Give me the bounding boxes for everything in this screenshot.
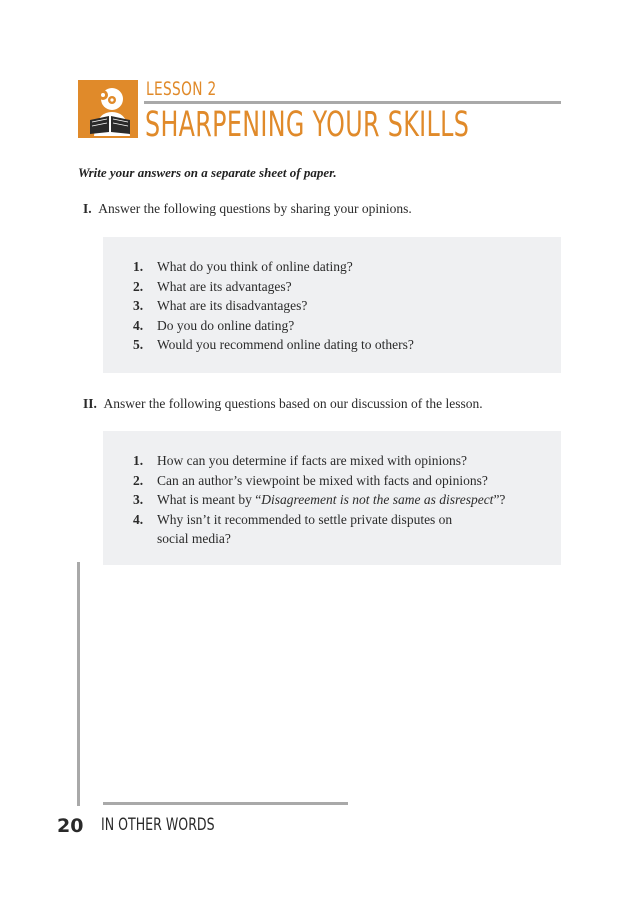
list-item: 4. Do you do online dating? — [133, 317, 295, 333]
instructions: Write your answers on a separate sheet of paper. — [78, 165, 337, 180]
list-item: 3. What is meant by “Disagreement is not the same as disrespect”? — [133, 492, 506, 508]
section-2-text: Answer the following questions based on our discussion of the lesson. — [103, 396, 483, 411]
footer-rule — [103, 802, 348, 805]
list-item: 2. What are its advantages? — [133, 278, 292, 294]
section-1-heading — [83, 201, 412, 217]
list-item: 1. How can you determine if facts are mixed with opinions? — [133, 453, 468, 468]
section-1-numeral: I. — [83, 201, 92, 216]
question-box-2 — [103, 431, 561, 565]
page-number: 20 — [57, 815, 84, 837]
question-box-1 — [103, 237, 561, 373]
margin-rule — [77, 562, 80, 806]
lesson-label: LESSON 2 — [146, 78, 217, 100]
section-2-numeral: II. — [83, 396, 97, 411]
page-title: SHARPENING YOUR SKILLS — [145, 105, 470, 145]
list-item: 3. What are its disadvantages? — [133, 298, 308, 314]
reader-with-gears-icon — [78, 80, 138, 138]
section-1-text: Answer the following questions by sharing your opinions. — [98, 201, 412, 216]
question-list-2 — [133, 451, 543, 549]
book-title: IN OTHER WORDS — [101, 815, 215, 835]
list-item: 5. Would you recommend online dating to others? — [133, 337, 414, 353]
section-2-heading — [83, 396, 483, 412]
question-list-1 — [133, 257, 551, 355]
list-item: 4. Why isn’t it recommended to settle private disputes on social media? — [133, 511, 453, 547]
list-item: 2. Can an author’s viewpoint be mixed with facts and opinions? — [133, 472, 488, 488]
header-rule — [144, 101, 561, 104]
list-item: 1. What do you think of online dating? — [133, 259, 353, 274]
